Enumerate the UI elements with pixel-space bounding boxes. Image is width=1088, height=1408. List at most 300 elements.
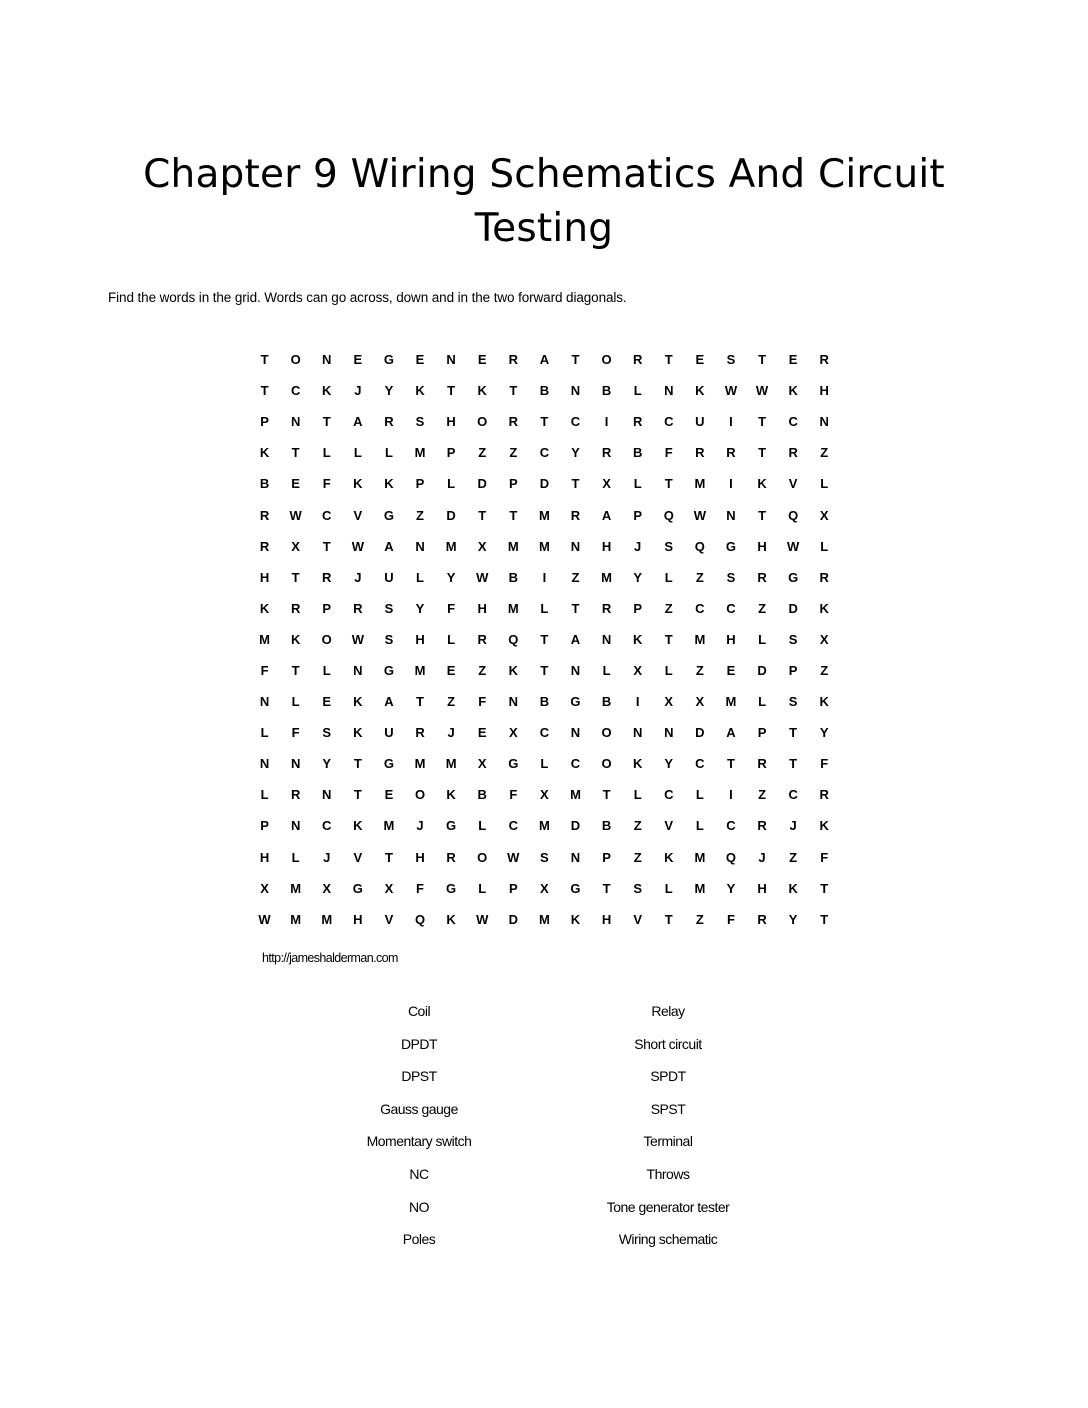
grid-letter: D bbox=[757, 662, 767, 678]
grid-letter: L bbox=[820, 538, 829, 554]
grid-letter: M bbox=[445, 756, 457, 772]
grid-letter: L bbox=[322, 662, 331, 678]
grid-letter: D bbox=[539, 476, 550, 492]
grid-letter: P bbox=[322, 600, 332, 616]
grid-letter: M bbox=[414, 445, 426, 461]
grid-letter: D bbox=[477, 476, 487, 492]
grid-letter: K bbox=[353, 694, 363, 710]
word-list-item: Tone generator tester bbox=[606, 1198, 730, 1215]
grid-letter: H bbox=[259, 569, 270, 585]
grid-letter: N bbox=[570, 383, 581, 399]
grid-letter: L bbox=[260, 787, 269, 803]
word-list-item: Momentary switch bbox=[366, 1133, 472, 1150]
grid-letter: X bbox=[260, 880, 269, 896]
grid-letter: X bbox=[819, 631, 829, 647]
grid-letter: T bbox=[291, 662, 300, 678]
grid-letter: T bbox=[602, 880, 611, 896]
grid-letter: R bbox=[322, 569, 332, 585]
grid-letter: L bbox=[478, 880, 487, 896]
grid-letter: N bbox=[259, 694, 270, 710]
word-list-item: SPDT bbox=[650, 1068, 686, 1085]
grid-letter: L bbox=[664, 662, 673, 678]
grid-letter: Z bbox=[478, 662, 487, 678]
grid-letter: Y bbox=[322, 756, 332, 772]
grid-letter: T bbox=[291, 569, 300, 585]
grid-letter: H bbox=[477, 600, 487, 616]
grid-letter: P bbox=[508, 880, 518, 896]
grid-letter: L bbox=[291, 694, 300, 710]
grid-letter: H bbox=[415, 631, 425, 647]
grid-letter: R bbox=[819, 352, 829, 368]
grid-letter: G bbox=[446, 880, 457, 896]
grid-letter: Z bbox=[633, 818, 642, 834]
word-list-left bbox=[289, 1000, 549, 1261]
grid-letter: X bbox=[540, 787, 549, 803]
grid-letter: F bbox=[416, 880, 424, 896]
grid-letter: T bbox=[820, 911, 829, 927]
grid-letter: R bbox=[508, 352, 518, 368]
word-list-item: DPDT bbox=[400, 1035, 438, 1052]
grid-letter: D bbox=[788, 600, 798, 616]
grid-letter: T bbox=[540, 631, 549, 647]
grid-letter: M bbox=[538, 507, 550, 523]
grid-letter: X bbox=[664, 694, 674, 710]
word-list-item: Throws bbox=[646, 1165, 690, 1182]
source-url: http://jameshalderman.com bbox=[262, 951, 398, 965]
grid-letter: W bbox=[476, 911, 489, 927]
grid-letter: M bbox=[538, 911, 550, 927]
grid-letter: O bbox=[414, 787, 426, 803]
grid-letter: L bbox=[447, 631, 456, 647]
grid-letter: N bbox=[290, 414, 301, 430]
grid-letter: P bbox=[415, 476, 425, 492]
grid-letter: F bbox=[478, 694, 487, 710]
grid-letter: T bbox=[353, 756, 362, 772]
grid-letter: M bbox=[321, 911, 333, 927]
grid-letter: Y bbox=[415, 600, 425, 616]
grid-letter: K bbox=[446, 911, 456, 927]
grid-letter: L bbox=[260, 725, 269, 741]
grid-letter: V bbox=[353, 507, 363, 523]
grid-letter: N bbox=[322, 787, 332, 803]
grid-letter: E bbox=[477, 725, 487, 741]
grid-letter: R bbox=[259, 507, 270, 523]
grid-letter: J bbox=[634, 538, 642, 554]
grid-letter: U bbox=[384, 725, 394, 741]
grid-letter: R bbox=[695, 445, 705, 461]
grid-letter: T bbox=[602, 787, 611, 803]
grid-letter: F bbox=[820, 849, 829, 865]
grid-letter: T bbox=[509, 507, 518, 523]
grid-letter: T bbox=[384, 849, 393, 865]
grid-letter: M bbox=[694, 849, 706, 865]
grid-letter: F bbox=[664, 445, 673, 461]
grid-letter: G bbox=[788, 569, 799, 585]
grid-letter: T bbox=[758, 445, 767, 461]
grid-letter: J bbox=[789, 818, 797, 834]
grid-letter: K bbox=[259, 600, 270, 616]
grid-letter: S bbox=[726, 352, 736, 368]
grid-letter: E bbox=[695, 352, 705, 368]
grid-letter: W bbox=[351, 631, 364, 647]
grid-letter: T bbox=[820, 880, 829, 896]
grid-letter: K bbox=[632, 631, 643, 647]
grid-letter: R bbox=[819, 569, 829, 585]
grid-letter: N bbox=[819, 414, 829, 430]
grid-letter: H bbox=[819, 383, 829, 399]
grid-letter: Z bbox=[695, 911, 704, 927]
grid-letter: K bbox=[259, 445, 270, 461]
grid-letter: N bbox=[508, 694, 518, 710]
grid-letter: I bbox=[604, 414, 609, 430]
grid-letter: T bbox=[758, 507, 767, 523]
grid-letter: B bbox=[539, 383, 550, 399]
grid-letter: G bbox=[383, 507, 394, 523]
grid-letter: C bbox=[508, 818, 518, 834]
grid-letter: B bbox=[601, 694, 612, 710]
grid-letter: A bbox=[353, 414, 363, 430]
grid-letter: H bbox=[601, 911, 612, 927]
grid-letter: T bbox=[571, 352, 580, 368]
grid-letter: Y bbox=[446, 569, 456, 585]
grid-letter: R bbox=[601, 445, 612, 461]
grid-letter: A bbox=[726, 725, 736, 741]
grid-letter: Z bbox=[789, 849, 798, 865]
grid-letter: G bbox=[352, 880, 363, 896]
grid-letter: J bbox=[323, 849, 331, 865]
grid-letter: N bbox=[726, 507, 736, 523]
grid-letter: C bbox=[726, 818, 736, 834]
grid-letter: E bbox=[384, 787, 394, 803]
grid-letter: F bbox=[726, 911, 735, 927]
grid-letter: W bbox=[507, 849, 520, 865]
grid-letter: W bbox=[787, 538, 800, 554]
grid-letter: N bbox=[570, 538, 581, 554]
grid-letter: W bbox=[693, 507, 706, 523]
grid-letter: F bbox=[322, 476, 331, 492]
grid-letter: R bbox=[757, 569, 767, 585]
grid-letter: C bbox=[788, 414, 798, 430]
grid-letter: K bbox=[757, 476, 767, 492]
grid-letter: N bbox=[632, 725, 643, 741]
grid-letter: L bbox=[447, 476, 456, 492]
grid-letter: Y bbox=[819, 725, 829, 741]
grid-letter: A bbox=[384, 538, 394, 554]
grid-letter: X bbox=[633, 662, 642, 678]
word-list-item: NO bbox=[409, 1198, 429, 1215]
grid-letter: T bbox=[664, 352, 673, 368]
grid-letter: W bbox=[724, 383, 738, 399]
grid-letter: E bbox=[477, 352, 487, 368]
grid-letter: I bbox=[635, 694, 640, 710]
grid-letter: K bbox=[788, 383, 798, 399]
grid-letter: C bbox=[695, 756, 705, 772]
grid-letter: C bbox=[788, 787, 798, 803]
grid-letter: O bbox=[290, 352, 301, 368]
grid-letter: C bbox=[290, 383, 301, 399]
grid-letter: Y bbox=[633, 569, 642, 585]
word-list-item: Relay bbox=[651, 1003, 685, 1019]
grid-letter: B bbox=[539, 694, 550, 710]
grid-letter: X bbox=[540, 880, 549, 896]
grid-letter: M bbox=[538, 818, 550, 834]
grid-letter: T bbox=[353, 787, 362, 803]
grid-letter: C bbox=[664, 414, 674, 430]
grid-letter: P bbox=[508, 476, 518, 492]
word-list-right bbox=[538, 1000, 798, 1261]
grid-letter: L bbox=[322, 445, 331, 461]
grid-letter: L bbox=[291, 849, 300, 865]
grid-letter: Y bbox=[571, 445, 580, 461]
grid-letter: X bbox=[477, 538, 487, 554]
grid-letter: C bbox=[539, 725, 550, 741]
grid-letter: X bbox=[477, 756, 487, 772]
grid-letter: M bbox=[290, 880, 302, 896]
grid-letter: R bbox=[632, 352, 643, 368]
grid-letter: F bbox=[509, 787, 518, 803]
grid-letter: Y bbox=[664, 756, 674, 772]
grid-letter: A bbox=[384, 694, 394, 710]
grid-letter: M bbox=[538, 538, 550, 554]
grid-letter: K bbox=[415, 383, 425, 399]
grid-letter: A bbox=[601, 507, 612, 523]
grid-letter: R bbox=[757, 756, 767, 772]
grid-letter: N bbox=[322, 352, 332, 368]
grid-letter: J bbox=[354, 569, 362, 585]
grid-letter: M bbox=[445, 538, 457, 554]
grid-letter: H bbox=[259, 849, 270, 865]
grid-letter: C bbox=[539, 445, 550, 461]
grid-letter: Q bbox=[788, 507, 799, 523]
grid-letter: R bbox=[788, 445, 798, 461]
grid-letter: M bbox=[570, 787, 581, 803]
grid-letter: R bbox=[757, 818, 767, 834]
grid-letter: R bbox=[508, 414, 518, 430]
word-list-item: Wiring schematic bbox=[618, 1231, 718, 1248]
instructions: Find the words in the grid. Words can go across, down and in the two forward diagonals. bbox=[108, 290, 627, 305]
grid-letter: K bbox=[446, 787, 456, 803]
grid-letter: K bbox=[384, 476, 394, 492]
grid-letter: Z bbox=[509, 445, 518, 461]
grid-letter: H bbox=[757, 538, 767, 554]
grid-letter: N bbox=[570, 725, 581, 741]
grid-letter: K bbox=[290, 631, 301, 647]
grid-letter: H bbox=[601, 538, 612, 554]
grid-letter: P bbox=[757, 725, 767, 741]
grid-letter: T bbox=[540, 662, 549, 678]
grid-letter: L bbox=[353, 445, 362, 461]
grid-letter: E bbox=[446, 662, 456, 678]
grid-letter: L bbox=[758, 631, 767, 647]
grid-letter: L bbox=[416, 569, 424, 585]
grid-letter: T bbox=[726, 756, 735, 772]
grid-letter: O bbox=[601, 725, 612, 741]
grid-letter: T bbox=[322, 414, 331, 430]
grid-letter: R bbox=[415, 725, 425, 741]
grid-letter: O bbox=[477, 849, 488, 865]
grid-letter: T bbox=[509, 383, 518, 399]
grid-letter: W bbox=[351, 538, 364, 554]
grid-letter: H bbox=[757, 880, 767, 896]
grid-letter: D bbox=[695, 725, 705, 741]
grid-letter: B bbox=[508, 569, 518, 585]
grid-letter: I bbox=[729, 787, 733, 803]
grid-letter: R bbox=[259, 538, 270, 554]
grid-letter: K bbox=[695, 383, 705, 399]
grid-letter: R bbox=[601, 600, 612, 616]
grid-letter: N bbox=[570, 662, 581, 678]
grid-letter: J bbox=[416, 818, 424, 834]
grid-letter: S bbox=[384, 600, 394, 616]
grid-letter: B bbox=[601, 383, 612, 399]
grid-letter: L bbox=[602, 662, 611, 678]
grid-letter: D bbox=[508, 911, 518, 927]
grid-letter: W bbox=[289, 507, 302, 523]
grid-letter: M bbox=[383, 818, 395, 834]
grid-letter: M bbox=[694, 631, 706, 647]
grid-letter: I bbox=[729, 414, 733, 430]
grid-letter: X bbox=[695, 694, 705, 710]
grid-letter: L bbox=[758, 694, 767, 710]
grid-letter: Q bbox=[663, 507, 674, 523]
grid-letter: T bbox=[758, 414, 767, 430]
grid-letter: W bbox=[755, 383, 769, 399]
grid-letter: V bbox=[664, 818, 674, 834]
grid-letter: S bbox=[788, 631, 798, 647]
word-list-item: SPST bbox=[650, 1100, 686, 1117]
grid-letter: Z bbox=[664, 600, 673, 616]
grid-letter: S bbox=[540, 849, 549, 865]
grid-letter: B bbox=[477, 787, 487, 803]
grid-letter: I bbox=[542, 569, 547, 585]
grid-letter: K bbox=[508, 662, 518, 678]
grid-letter: N bbox=[664, 725, 674, 741]
grid-letter: X bbox=[508, 725, 518, 741]
grid-letter: H bbox=[446, 414, 456, 430]
grid-letter: M bbox=[694, 880, 706, 896]
grid-letter: M bbox=[507, 538, 519, 554]
grid-letter: P bbox=[788, 662, 798, 678]
grid-letter: Z bbox=[820, 445, 829, 461]
grid-letter: G bbox=[570, 694, 581, 710]
grid-letter: H bbox=[353, 911, 363, 927]
grid-letter: V bbox=[633, 911, 642, 927]
grid-letter: W bbox=[258, 911, 271, 927]
word-list-item: Short circuit bbox=[634, 1035, 702, 1052]
grid-letter: S bbox=[664, 538, 674, 554]
grid-letter: B bbox=[601, 818, 612, 834]
grid-letter: R bbox=[290, 600, 301, 616]
grid-letter: Z bbox=[758, 600, 767, 616]
grid-letter: C bbox=[570, 756, 581, 772]
grid-letter: Y bbox=[788, 911, 798, 927]
grid-letter: Z bbox=[571, 569, 580, 585]
grid-letter: L bbox=[478, 818, 487, 834]
grid-letter: E bbox=[788, 352, 798, 368]
grid-letter: N bbox=[601, 631, 612, 647]
grid-letter: T bbox=[758, 352, 767, 368]
page-title: Chapter 9 Wiring Schematics And Circuit Testing bbox=[143, 152, 945, 251]
grid-letter: G bbox=[383, 662, 394, 678]
word-list-item: NC bbox=[409, 1165, 429, 1182]
grid-letter: Z bbox=[758, 787, 767, 803]
grid-letter: L bbox=[540, 756, 549, 772]
grid-letter: Q bbox=[508, 631, 519, 647]
grid-letter: A bbox=[570, 631, 581, 647]
grid-letter: T bbox=[789, 725, 798, 741]
grid-letter: Q bbox=[694, 538, 705, 554]
grid-letter: Z bbox=[416, 507, 424, 523]
grid-letter: O bbox=[601, 756, 612, 772]
grid-letter: S bbox=[788, 694, 798, 710]
grid-letter: O bbox=[601, 352, 612, 368]
grid-letter: N bbox=[290, 756, 301, 772]
grid-letter: R bbox=[726, 445, 736, 461]
grid-letter: C bbox=[570, 414, 581, 430]
grid-letter: N bbox=[664, 383, 674, 399]
word-list-item: Gauss gauge bbox=[380, 1100, 458, 1117]
word-list-item: Coil bbox=[407, 1003, 431, 1019]
grid-letter: L bbox=[540, 600, 549, 616]
grid-letter: Z bbox=[478, 445, 487, 461]
grid-letter: B bbox=[632, 445, 643, 461]
grid-letter: C bbox=[695, 600, 705, 616]
grid-letter: R bbox=[477, 631, 487, 647]
grid-letter: R bbox=[384, 414, 394, 430]
grid-letter: M bbox=[725, 694, 737, 710]
grid-letter: Z bbox=[633, 849, 642, 865]
grid-letter: G bbox=[508, 756, 519, 772]
grid-letter: T bbox=[416, 694, 424, 710]
grid-letter: R bbox=[632, 414, 643, 430]
grid-letter: C bbox=[664, 787, 674, 803]
grid-letter: K bbox=[353, 476, 363, 492]
grid-letter: R bbox=[353, 600, 363, 616]
grid-letter: T bbox=[571, 600, 580, 616]
grid-letter: C bbox=[322, 818, 332, 834]
grid-letter: T bbox=[789, 756, 798, 772]
grid-letter: L bbox=[633, 383, 642, 399]
grid-letter: Z bbox=[695, 662, 704, 678]
grid-letter: R bbox=[819, 787, 829, 803]
grid-letter: X bbox=[602, 476, 611, 492]
grid-letter: K bbox=[353, 818, 363, 834]
grid-letter: W bbox=[476, 569, 489, 585]
grid-letter: D bbox=[446, 507, 456, 523]
grid-letter: M bbox=[259, 631, 270, 647]
grid-letter: G bbox=[383, 352, 394, 368]
grid-letter: T bbox=[447, 383, 456, 399]
grid-letter: T bbox=[478, 507, 487, 523]
grid-letter: K bbox=[819, 818, 829, 834]
grid-letter: Z bbox=[695, 569, 704, 585]
grid-letter: Y bbox=[726, 880, 736, 896]
grid-letter: K bbox=[353, 725, 363, 741]
grid-letter: M bbox=[694, 476, 706, 492]
grid-letter: Q bbox=[725, 849, 737, 865]
grid-letter: M bbox=[507, 600, 519, 616]
grid-letter: K bbox=[788, 880, 798, 896]
grid-letter: L bbox=[695, 818, 704, 834]
grid-letter: P bbox=[633, 600, 642, 616]
grid-letter: S bbox=[322, 725, 332, 741]
grid-letter: L bbox=[633, 476, 642, 492]
grid-letter: T bbox=[322, 538, 331, 554]
grid-letter: F bbox=[820, 756, 829, 772]
grid-letter: N bbox=[446, 352, 456, 368]
grid-letter: T bbox=[540, 414, 549, 430]
grid-letter: R bbox=[290, 787, 301, 803]
